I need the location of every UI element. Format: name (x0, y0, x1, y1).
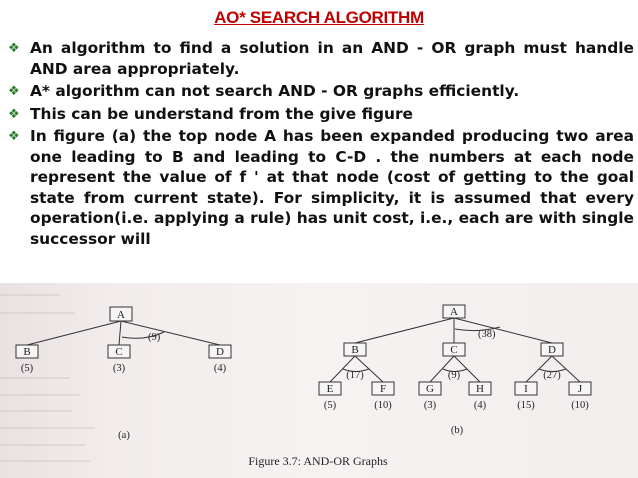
bullet-item (8, 104, 634, 125)
graph-b-node-f-label: F (379, 383, 387, 395)
graph-b-node-b-label: B (351, 344, 359, 356)
graph-b-node-g-cost: (3) (423, 400, 437, 411)
graph-a-sublabel: (a) (118, 430, 130, 441)
bullet-text: In figure (a) the top node A has been expanded producing two area one leading to B and leading to C-D . the numbers at each node represent the value of f ' at that node (cost of getting to the goal state from current state). For simplicity, it is assumed that every operation(i.e. applying a rule) has unit cost, i.e., each are with single successor will (30, 127, 634, 248)
bullet-text: An algorithm to find a solution in an AND - OR graph must handle AND area appropriately. (30, 39, 634, 78)
graph-a-node-b-label: B (23, 346, 31, 358)
bullet-list (8, 38, 634, 251)
graph-b-node-g-label: G (426, 383, 434, 395)
graph-b-sublabel: (b) (450, 425, 464, 436)
graph-b-node-e-label: E (326, 383, 334, 395)
graph-a-node-d-label: D (216, 346, 224, 358)
bullet-item (8, 126, 634, 249)
slide-title: AO* SEARCH ALGORITHM (214, 8, 424, 27)
diamond-bullet-icon: ❖ (8, 129, 20, 144)
bullet-text: A* algorithm can not search AND - OR graphs efficiently. (30, 82, 520, 100)
figure-caption: Figure 3.7: AND-OR Graphs (248, 454, 388, 468)
graph-b-node-j-label: J (577, 383, 583, 395)
graph-b-node-c-label: C (450, 344, 458, 356)
bullet-text: This can be understand from the give figure (30, 104, 413, 123)
graph-b-node-h-label: H (476, 383, 484, 395)
graph-b-node-i-label: I (524, 383, 528, 395)
diamond-bullet-icon: ❖ (8, 106, 20, 122)
graph-a-node-c-cost: (3) (112, 363, 126, 374)
graph-a-node-b-cost: (5) (20, 363, 34, 374)
graph-b-root-label: A (450, 306, 458, 318)
graph-b-node-c-cost: (9) (447, 370, 461, 381)
graph-a-and-cost: (9) (148, 332, 161, 343)
graph-b-node-b-cost: (17) (346, 370, 364, 381)
graph-a-node-d-cost: (4) (213, 363, 227, 374)
graph-b-and-cost: (38) (478, 329, 496, 340)
and-or-graphs-figure (0, 283, 638, 478)
graph-a-root-label: A (117, 309, 125, 321)
graph-b-node-e-cost: (5) (323, 400, 337, 411)
graph-b-node-f-cost: (10) (374, 400, 392, 411)
graph-a-node-c-label: C (115, 346, 123, 358)
bullet-item (8, 38, 634, 79)
graph-b-node-j-cost: (10) (571, 400, 589, 411)
graph-b-node-h-cost: (4) (473, 400, 487, 411)
diamond-bullet-icon: ❖ (8, 41, 20, 56)
figure-scan (0, 283, 638, 478)
graph-b-node-i-cost: (15) (517, 400, 535, 411)
graph-b-node-d-cost: (27) (543, 370, 561, 381)
diamond-bullet-icon: ❖ (8, 84, 20, 99)
bullet-item (8, 81, 634, 102)
graph-b-node-d-label: D (548, 344, 556, 356)
